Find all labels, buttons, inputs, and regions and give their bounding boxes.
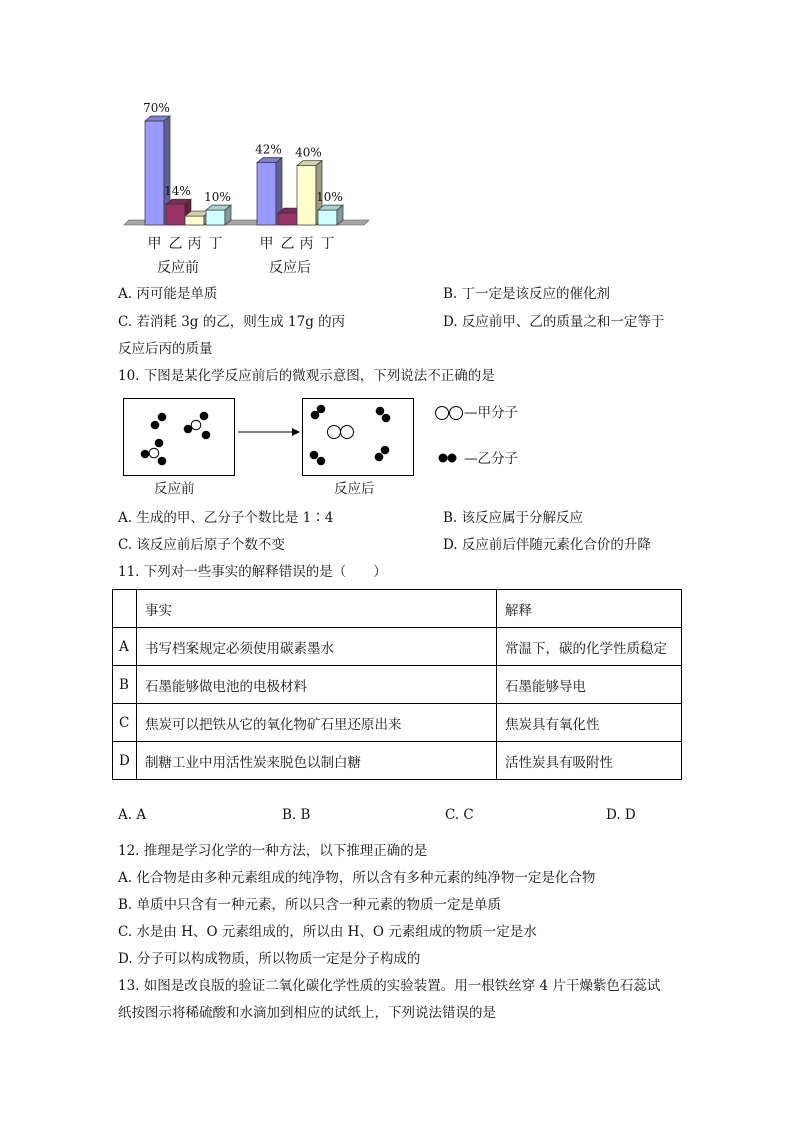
chart-data-label: 70% [143, 101, 170, 115]
chart-category-label: 甲 [259, 236, 274, 252]
q11-option-b[interactable]: B. B [282, 807, 311, 823]
q12-option-a[interactable]: A. 化合物是由多种元素组成的纯净物，所以含有多种元素的纯净物一定是化合物 [118, 870, 596, 886]
q9-option-c[interactable]: C. 若消耗 3g 的乙，则生成 17g 的丙 [118, 314, 346, 330]
table-cell: 书写档案规定必须使用碳素墨水 [137, 628, 497, 666]
table-cell: C [113, 704, 137, 742]
chart-category-label: 丙 [187, 236, 202, 252]
table-cell: A [113, 628, 137, 666]
table-cell: B [113, 666, 137, 704]
table-header-cell: 事实 [137, 590, 497, 628]
before-reaction-label: 反应前 [154, 481, 195, 497]
table-cell: 活性炭具有吸附性 [497, 742, 682, 780]
after-reaction-label: 反应后 [334, 481, 375, 497]
reaction-arrow [236, 424, 302, 440]
table-cell: 常温下，碳的化学性质稳定 [497, 628, 682, 666]
chart-bars [124, 116, 369, 225]
q12-option-c[interactable]: C. 水是由 H、O 元素组成的，所以由 H、O 元素组成的物质一定是水 [118, 924, 537, 940]
q10-option-d[interactable]: D. 反应前后伴随元素化合价的升降 [443, 537, 651, 553]
jia-molecule-legend-icon [434, 404, 466, 422]
after-molecules [303, 399, 413, 475]
q9-option-b[interactable]: B. 丁一定是该反应的催化剂 [443, 286, 611, 302]
chart-group-label: 反应后 [269, 260, 311, 276]
table-cell: 焦炭可以把铁从它的氧化物矿石里还原出来 [137, 704, 497, 742]
chart-category-label: 乙 [168, 236, 183, 252]
chart-category-label: 甲 [147, 236, 162, 252]
table-row [113, 742, 682, 780]
table-cell: D [113, 742, 137, 780]
table-header-cell [113, 590, 137, 628]
q12-option-b[interactable]: B. 单质中只含有一种元素，所以只含一种元素的物质一定是单质 [118, 897, 502, 913]
chart-group-label: 反应前 [157, 260, 199, 276]
q13-stem-line-1: 13. 如图是改良版的验证二氧化碳化学性质的实验装置。用一根铁丝穿 4 片干燥紫色石蕊试 [118, 978, 661, 994]
chart-data-label: 40% [295, 145, 322, 160]
table-cell: 石墨能够导电 [497, 666, 682, 704]
chart-bar [318, 205, 343, 225]
chart-data-label: 10% [204, 190, 231, 205]
q11-stem: 11. 下列对一些事实的解释错误的是（ ） [118, 564, 387, 580]
q11-option-d[interactable]: D. D [606, 807, 636, 823]
q9-option-d-continued: 反应后丙的质量 [118, 341, 213, 357]
table-row [113, 666, 682, 704]
chart-bar [206, 205, 231, 225]
table-header-cell: 解释 [497, 590, 682, 628]
table-row [113, 628, 682, 666]
q11-option-a[interactable]: A. A [118, 807, 147, 823]
table-row [113, 704, 682, 742]
q10-option-c[interactable]: C. 该反应前后原子个数不变 [118, 537, 285, 553]
table-cell: 焦炭具有氧化性 [497, 704, 682, 742]
q9-option-d[interactable]: D. 反应前甲、乙的质量之和一定等于 [443, 314, 665, 330]
chart-category-label: 丙 [299, 236, 314, 252]
facts-table [112, 589, 682, 780]
yi-molecule-legend-icon [436, 450, 462, 466]
table-header-row [113, 590, 682, 628]
chart-data-label: 10% [316, 190, 343, 205]
q9-option-a[interactable]: A. 丙可能是单质 [118, 286, 218, 302]
chart-category-label: 丁 [320, 236, 335, 252]
before-molecules [124, 399, 234, 475]
chart-category-label: 丁 [208, 236, 223, 252]
chart-data-label: 14% [164, 184, 191, 199]
q11-option-c[interactable]: C. C [445, 807, 474, 823]
table-cell: 制糖工业中用活性炭来脱色以制白糖 [137, 742, 497, 780]
table-cell: 石墨能够做电池的电极材料 [137, 666, 497, 704]
chart-data-label: 42% [255, 142, 282, 157]
after-reaction-box [302, 398, 414, 476]
q13-stem-line-2: 纸按图示将稀硫酸和水滴加到相应的试纸上，下列说法错误的是 [118, 1005, 496, 1021]
q12-option-d[interactable]: D. 分子可以构成物质，所以物质一定是分子构成的 [118, 951, 421, 967]
q10-stem: 10. 下图是某化学反应前后的微观示意图，下列说法不正确的是 [118, 368, 495, 384]
before-reaction-box [123, 398, 235, 476]
chart-category-label: 乙 [280, 236, 295, 252]
legend-yi-label: —乙分子 [464, 451, 518, 467]
q12-stem: 12. 推理是学习化学的一种方法，以下推理正确的是 [118, 843, 428, 859]
q10-option-a[interactable]: A. 生成的甲、乙分子个数比是 1∶4 [118, 510, 334, 526]
bar-chart [118, 92, 388, 282]
legend-jia-label: —甲分子 [464, 405, 518, 421]
q10-option-b[interactable]: B. 该反应属于分解反应 [443, 510, 584, 526]
